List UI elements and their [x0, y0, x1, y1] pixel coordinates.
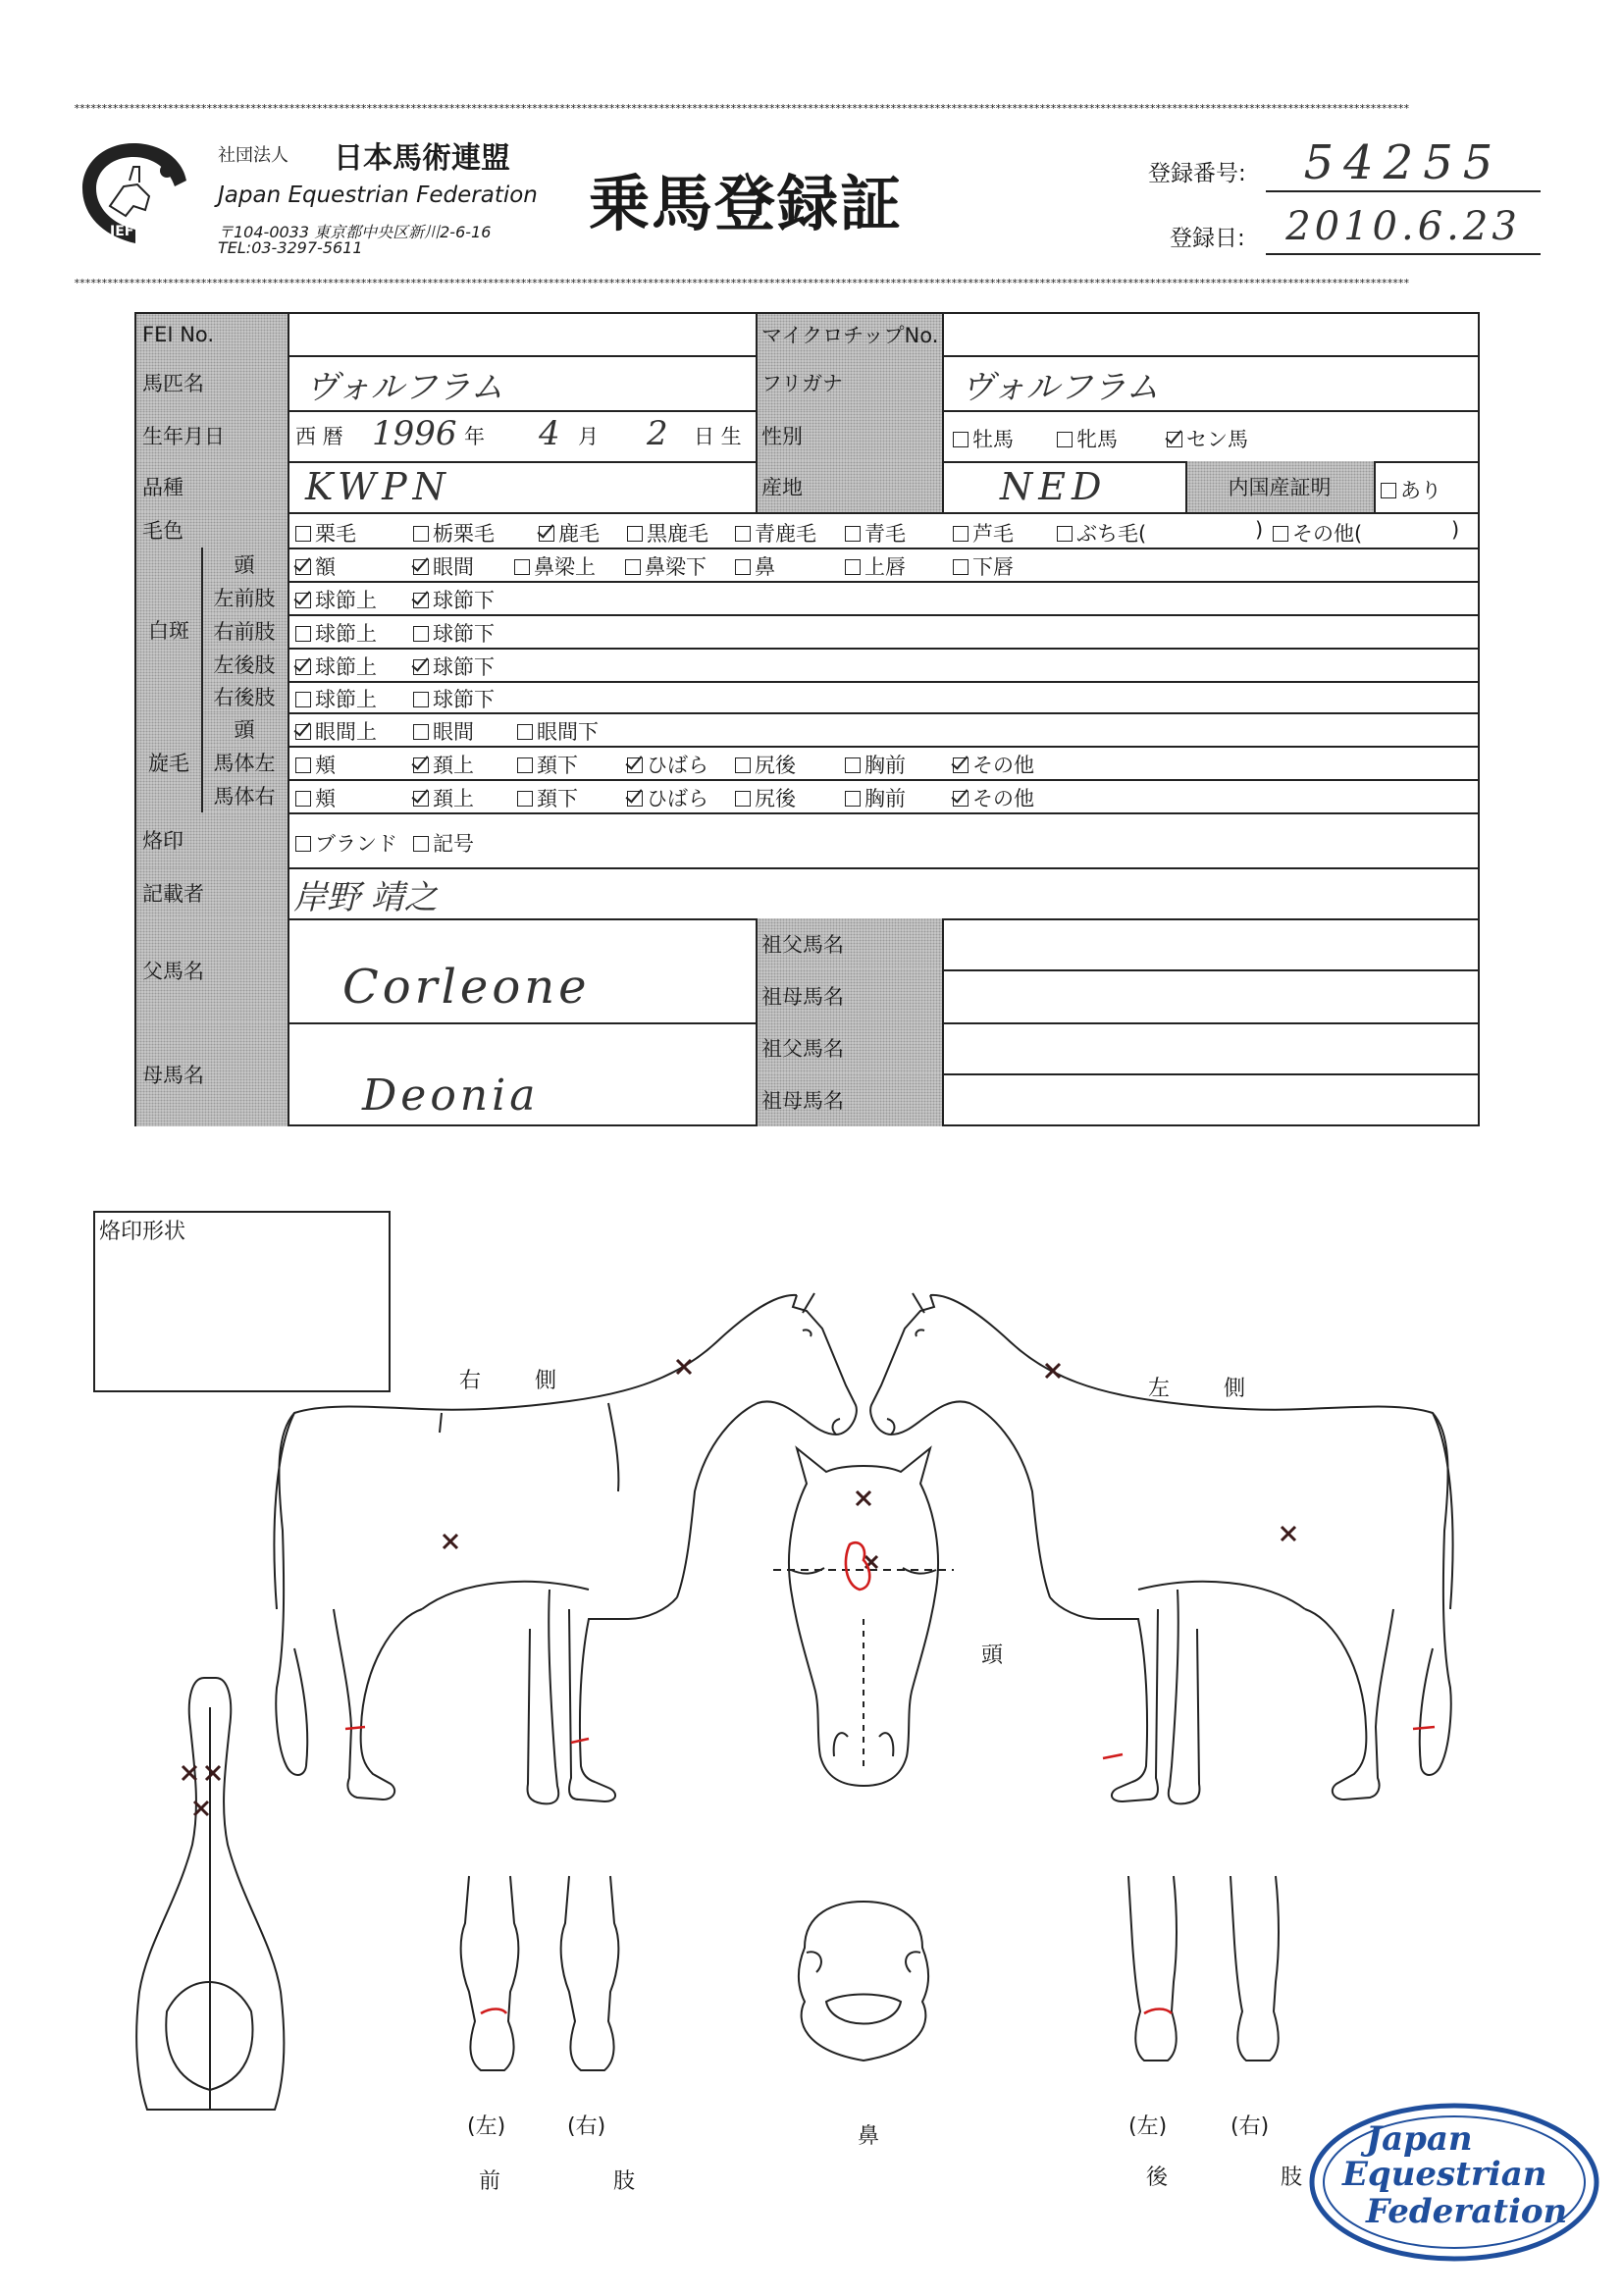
white-head-forehead[interactable]: 額 — [295, 551, 336, 581]
dam-granddam-label: 祖母馬名 — [756, 1073, 942, 1126]
furigana-value: ヴォルフラム — [961, 367, 1160, 407]
dam-label: 母馬名 — [136, 1022, 288, 1126]
domestic-cert-option[interactable]: あり — [1381, 475, 1441, 504]
color-bay[interactable]: 鹿毛 — [539, 518, 600, 548]
sire-grandsire-label: 祖父馬名 — [756, 918, 942, 969]
hindleg-right-label: (右) — [1230, 2114, 1270, 2139]
horse-left-side-outline — [870, 1293, 1452, 1803]
sex-option-gelding[interactable]: セン馬 — [1167, 424, 1248, 453]
breed-value: KWPN — [305, 465, 451, 508]
hindlegs-outline — [1128, 1876, 1279, 2061]
whorl-markers — [183, 1360, 1295, 1815]
lf-below-fetlock[interactable]: 球節下 — [413, 585, 495, 614]
whorl-left-other[interactable]: その他 — [953, 750, 1034, 779]
org-address: 〒104-0033 東京都中央区新川2-6-16 — [218, 223, 492, 241]
brand-option-symbol[interactable]: 記号 — [413, 828, 474, 858]
org-prefix: 社団法人 — [218, 145, 288, 166]
sire-label: 父馬名 — [136, 918, 288, 1022]
white-mark-lines — [345, 1542, 1435, 2013]
whorl-right-other[interactable]: その他 — [953, 783, 1034, 812]
whorl-body-right-label: 馬体右 — [201, 779, 288, 812]
forelegs-label: 前 肢 — [479, 2169, 688, 2194]
white-head-between-eyes[interactable]: 眼間 — [413, 551, 474, 581]
color-dark-bay[interactable]: 黒鹿毛 — [627, 518, 708, 548]
lf-above-fetlock[interactable]: 球節上 — [295, 585, 377, 614]
org-tel: TEL:03-3297-5611 — [218, 238, 363, 257]
color-brown[interactable]: 青鹿毛 — [735, 518, 816, 548]
whorl-right-chest[interactable]: 胸前 — [845, 783, 906, 812]
reg-number-value: 54255 — [1266, 135, 1541, 192]
whorl-head-between-eyes[interactable]: 眼間 — [413, 716, 474, 746]
whorl-right-rump[interactable]: 尻後 — [735, 783, 796, 812]
recorder-signature: 岸野 靖之 — [293, 877, 438, 917]
nose-view-label: 鼻 — [858, 2124, 880, 2149]
birth-era: 西 暦 — [295, 425, 343, 448]
whorl-head-below-eyes[interactable]: 眼間下 — [517, 716, 599, 746]
origin-value: NED — [1000, 465, 1108, 508]
white-head-label: 頭 — [201, 548, 288, 581]
dam-value: Deonia — [362, 1070, 540, 1121]
nose-view-outline — [799, 1902, 928, 2061]
year-unit: 年 — [464, 425, 485, 448]
breed-label: 品種 — [136, 461, 288, 512]
reg-date-label: 登録日: — [1170, 226, 1245, 251]
head-view-label: 頭 — [981, 1644, 1004, 1668]
left-side-label: 左 側 — [1148, 1377, 1269, 1401]
white-head-lower-lip[interactable]: 下唇 — [953, 551, 1014, 581]
stamp-line-2: Equestrian — [1342, 2155, 1547, 2194]
whorl-left-cheek[interactable]: 頬 — [295, 750, 336, 779]
dam-grandsire-label: 祖父馬名 — [756, 1022, 942, 1073]
sex-option-mare[interactable]: 牝馬 — [1057, 424, 1118, 453]
color-black[interactable]: 青毛 — [845, 518, 906, 548]
sex-option-stallion[interactable]: 牡馬 — [953, 424, 1014, 453]
limb-left-hind-label: 左後肢 — [201, 648, 288, 681]
limb-right-fore-label: 右前肢 — [201, 614, 288, 648]
foreleg-left-label: (左) — [467, 2114, 506, 2139]
foreleg-right-label: (右) — [567, 2114, 606, 2139]
furigana-label: フリガナ — [756, 355, 942, 410]
color-grey[interactable]: 芦毛 — [953, 518, 1014, 548]
color-label: 毛色 — [136, 512, 288, 548]
white-head-lower-nose[interactable]: 鼻梁下 — [625, 551, 707, 581]
lh-below-fetlock[interactable]: 球節下 — [413, 652, 495, 681]
color-pinto[interactable]: ぶち毛( — [1057, 518, 1146, 548]
birth-date-label: 生年月日 — [136, 410, 288, 461]
stamp-line-1: Japan — [1366, 2119, 1473, 2159]
sire-granddam-label: 祖母馬名 — [756, 969, 942, 1022]
whorl-right-upper-neck[interactable]: 頚上 — [413, 783, 474, 812]
hindlegs-label: 後 肢 — [1146, 2166, 1355, 2190]
stamp-line-3: Federation — [1366, 2192, 1568, 2231]
brand-label: 烙印 — [136, 812, 288, 867]
rh-below-fetlock[interactable]: 球節下 — [413, 684, 495, 713]
whorl-head-label: 頭 — [201, 712, 288, 746]
whorl-right-lower-neck[interactable]: 頚下 — [517, 783, 578, 812]
whorl-head-above-eyes[interactable]: 眼間上 — [295, 716, 377, 746]
birth-month-value: 4 — [539, 414, 560, 453]
horse-name-value: ヴォルフラム — [305, 367, 504, 407]
white-head-upper-nose[interactable]: 鼻梁上 — [514, 551, 596, 581]
whorl-left-chest[interactable]: 胸前 — [845, 750, 906, 779]
whorl-right-cheek[interactable]: 頬 — [295, 783, 336, 812]
jef-logo-text: JEF — [110, 224, 134, 239]
limb-right-hind-label: 右後肢 — [201, 681, 288, 712]
document-title: 乗馬登録証 — [589, 168, 904, 239]
microchip-label: マイクロチップNo. — [756, 314, 942, 355]
horse-name-label: 馬匹名 — [136, 355, 288, 410]
whorl-body-left-label: 馬体左 — [201, 746, 288, 779]
forelegs-outline — [461, 1876, 619, 2070]
rf-above-fetlock[interactable]: 球節上 — [295, 618, 377, 648]
sex-label: 性別 — [756, 410, 942, 461]
brand-shape-label: 烙印形状 — [99, 1220, 186, 1244]
rf-below-fetlock[interactable]: 球節下 — [413, 618, 495, 648]
whorl-right-flank[interactable]: ひばら — [627, 783, 708, 812]
whorl-left-rump[interactable]: 尻後 — [735, 750, 796, 779]
color-pinto-close: ) — [1255, 518, 1264, 542]
white-marks-label: 白斑 — [136, 548, 201, 712]
whorl-left-upper-neck[interactable]: 頚上 — [413, 750, 474, 779]
origin-label: 産地 — [756, 461, 942, 512]
domestic-cert-label: 内国産証明 — [1185, 461, 1374, 512]
color-other-close: ) — [1451, 518, 1460, 542]
sire-value: Corleone — [342, 960, 591, 1015]
color-chestnut[interactable]: 栗毛 — [295, 518, 356, 548]
fei-label: FEI No. — [136, 314, 288, 355]
brand-option-brand[interactable]: ブランド — [295, 828, 397, 858]
white-head-upper-lip[interactable]: 上唇 — [845, 551, 906, 581]
white-head-nose[interactable]: 鼻 — [735, 551, 775, 581]
birth-day-value: 2 — [647, 414, 668, 453]
reg-date-value: 2010.6.23 — [1266, 204, 1541, 255]
org-name-en: Japan Equestrian Federation — [218, 183, 538, 208]
day-unit: 日 生 — [694, 425, 742, 448]
reg-number-label: 登録番号: — [1148, 161, 1246, 186]
header-top-border: ************************************************************************************************************************************************************************************************************************************************** — [74, 102, 1409, 115]
whorls-label: 旋毛 — [136, 712, 201, 812]
lh-above-fetlock[interactable]: 球節上 — [295, 652, 377, 681]
color-other[interactable]: その他( — [1273, 518, 1362, 548]
right-side-label: 右 側 — [459, 1369, 580, 1393]
whorl-left-flank[interactable]: ひばら — [627, 750, 708, 779]
rh-above-fetlock[interactable]: 球節上 — [295, 684, 377, 713]
color-dark-chestnut[interactable]: 栃栗毛 — [413, 518, 495, 548]
recorder-label: 記載者 — [136, 867, 288, 918]
header-bottom-border: ************************************************************************************************************************************************************************************************************************************************** — [74, 277, 1409, 289]
hindleg-left-label: (左) — [1128, 2114, 1168, 2139]
org-name-ja: 日本馬術連盟 — [334, 141, 510, 176]
birth-year-value: 1996 — [372, 414, 457, 453]
whorl-left-lower-neck[interactable]: 頚下 — [517, 750, 578, 779]
month-unit: 月 — [578, 425, 599, 448]
jef-stamp — [1307, 2100, 1601, 2265]
horse-top-view-outline — [136, 1678, 284, 2110]
limb-left-fore-label: 左前肢 — [201, 581, 288, 614]
